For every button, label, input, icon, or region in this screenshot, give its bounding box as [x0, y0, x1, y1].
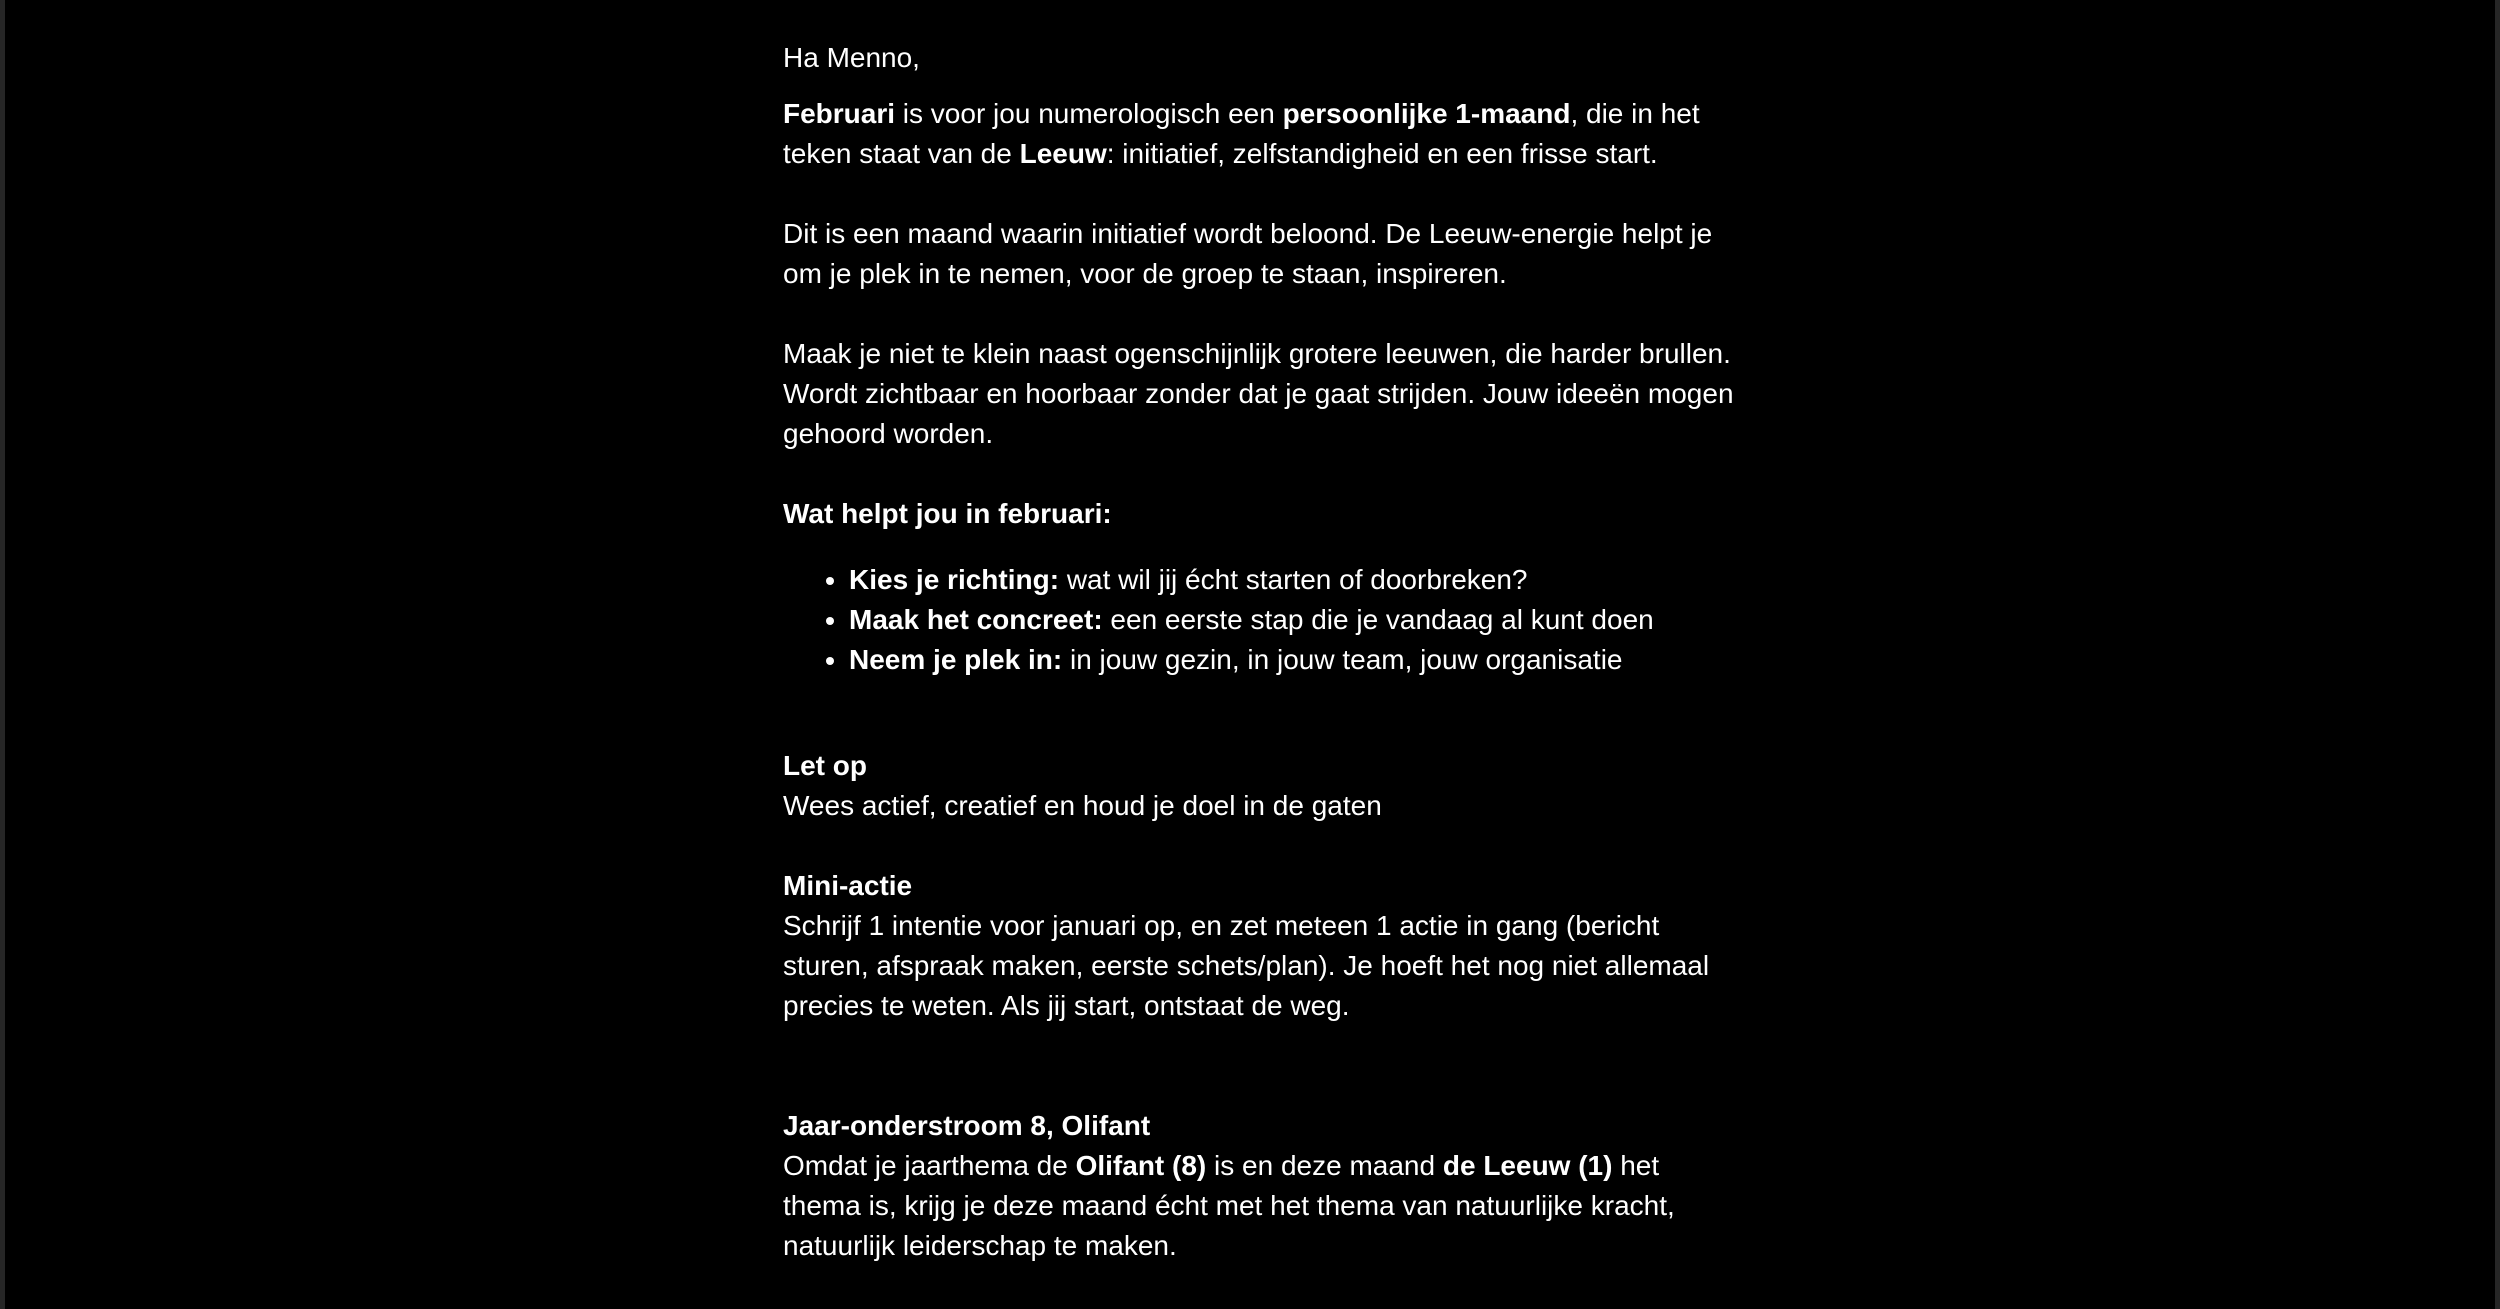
jaar-olifant: Olifant (8) — [1075, 1150, 1207, 1181]
tip-label: Neem je plek in: — [849, 644, 1063, 675]
tip-label: Kies je richting: — [849, 564, 1060, 595]
intro-paragraph — [783, 94, 1743, 174]
tip-text: een eerste stap die je vandaag al kunt doen — [1102, 604, 1654, 635]
email-viewer — [5, 0, 2495, 1309]
intro-text-2: , die in het teken staat van de — [783, 98, 1700, 169]
tips-list — [783, 560, 1743, 680]
jaar-leeuw: de Leeuw (1) — [1442, 1150, 1613, 1181]
greeting: Ha Menno, — [783, 42, 920, 73]
tip-label: Maak het concreet: — [849, 604, 1103, 635]
visibility-paragraph: Maak je niet te klein naast ogenschijnlijk grotere leeuwen, die harder brullen. Wordt zichtbaar en hoorbaar zonder dat je gaat strijden. Jouw ideeën mogen gehoord worden. — [783, 338, 1734, 449]
mini-actie-text: Schrijf 1 intentie voor januari op, en zet meteen 1 actie in gang (bericht sturen, afspraak maken, eerste schets/plan). Je hoeft het nog niet allemaal precies te weten. Als jij start, ontstaat de weg. — [783, 910, 1710, 1021]
tip-text: in jouw gezin, in jouw team, jouw organisatie — [1062, 644, 1623, 675]
jaar-text-2: is en deze maand — [1206, 1150, 1443, 1181]
tip-item — [849, 640, 1743, 680]
intro-animal: Leeuw — [1019, 138, 1107, 169]
jaar-text-3: het thema is, krijg je deze maand écht met het thema van natuurlijke kracht, natuurlijk leiderschap te maken. — [783, 1150, 1675, 1261]
intro-personal-month: persoonlijke 1-maand — [1282, 98, 1571, 129]
email-body — [783, 38, 1743, 1266]
intro-text-3: : initiatief, zelfstandigheid en een frisse start. — [1106, 138, 1658, 169]
tip-item — [849, 600, 1743, 640]
jaar-heading: Jaar-onderstroom 8, Olifant — [783, 1110, 1151, 1141]
jaar-paragraph — [783, 1146, 1743, 1266]
jaar-text-1: Omdat je jaarthema de — [783, 1150, 1076, 1181]
tip-item — [849, 560, 1743, 600]
tip-text: wat wil jij écht starten of doorbreken? — [1059, 564, 1528, 595]
help-heading: Wat helpt jou in februari: — [783, 498, 1112, 529]
mini-actie-heading: Mini-actie — [783, 870, 913, 901]
intro-text-1: is voor jou numerologisch een — [895, 98, 1283, 129]
intro-month: Februari — [783, 98, 896, 129]
initiative-paragraph: Dit is een maand waarin initiatief wordt beloond. De Leeuw-energie helpt je om je plek in te nemen, voor de groep te staan, inspireren. — [783, 218, 1713, 289]
letop-heading: Let op — [783, 750, 867, 781]
letop-text: Wees actief, creatief en houd je doel in de gaten — [783, 790, 1382, 821]
